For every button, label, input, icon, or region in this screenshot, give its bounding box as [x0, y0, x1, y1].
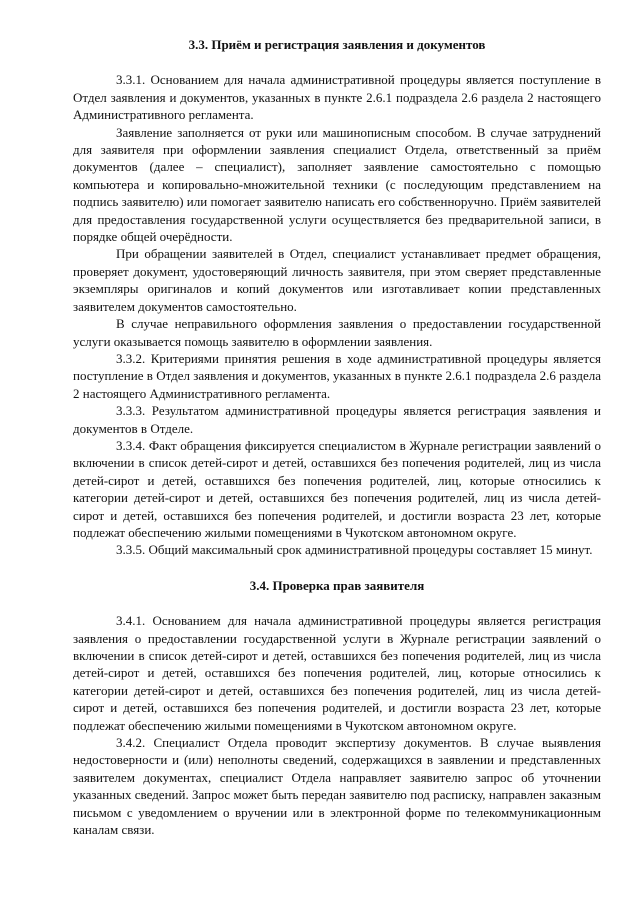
paragraph-3-4-1: 3.4.1. Основанием для начала административной процедуры является регистрация заявления о предоставлении государственной услуги в Журнале регистрации заявлений о включении в список детей-сирот и детей, оставшихся без попечения родителей, лиц из числа детей-сирот и детей, оставшихся без попечения родителей, лиц, которые относились к категории детей-сирот и детей, оставшихся без попечения родителей, лиц из числа детей-сирот и детей, оставшихся без попечения родителей, и достигли возраста 23 лет, которые подлежат обеспечению жилыми помещениями в Чукотском автономном округе. [73, 613, 601, 733]
paragraph-applicant-reception: При обращении заявителей в Отдел, специалист устанавливает предмет обращения, проверяет документ, удостоверяющий личность заявителя, при этом сверяет представленные экземпляры оригиналов и копий документов или изготавливает копии представленных заявителем документов самостоятельно. [73, 246, 601, 314]
paragraph-3-4-2: 3.4.2. Специалист Отдела проводит экспертизу документов. В случае выявления недостоверности и (или) неполноты сведений, содержащихся в заявлении и представленных заявителем документах, специалист Отдела направляет заявителю запрос об уточнении указанных сведений. Запрос может быть передан заявителю под расписку, направлен заказным письмом с уведомлением о вручении или в электронной форме по телекоммуникационным каналам связи. [73, 735, 601, 838]
section-heading-3-3: 3.3. Приём и регистрация заявления и документов [188, 37, 486, 52]
paragraph-application-filling: Заявление заполняется от руки или машинописным способом. В случае затруднений для заявителя при оформлении заявления специалист Отдела, ответственный за приём документов (далее – специалист), заполняет заявление самостоятельно с помощью компьютера и копировально-множительной техники (с последующим представлением на подпись заявителю) или помогает заявителю написать его собственноручно. Приём заявителей для предоставления государственной услуги осуществляется без предварительной записи, в порядке общей очерёдности. [73, 124, 601, 245]
paragraph-incorrect-application: В случае неправильного оформления заявления о предоставлении государственной услуги оказывается помощь заявителю в оформлении заявления. [73, 316, 601, 349]
paragraph-3-3-2: 3.3.2. Критериями принятия решения в ходе административной процедуры является поступление в Отдел заявления и документов, указанных в пункте 2.6.1 подраздела 2.6 раздела 2 настоящего Административного регламента. [73, 350, 601, 401]
paragraph-3-3-5: 3.3.5. Общий максимальный срок административной процедуры составляет 15 минут. [116, 542, 593, 558]
document-page [73, 36, 601, 838]
paragraph-3-3-3: 3.3.3. Результатом административной процедуры является регистрация заявления и документов в Отделе. [73, 403, 601, 436]
paragraph-3-3-1: 3.3.1. Основанием для начала административной процедуры является поступление в Отдел заявления и документов, указанных в пункте 2.6.1 подраздела 2.6 раздела 2 настоящего Административного регламента. [73, 72, 601, 123]
section-heading-3-4: 3.4. Проверка прав заявителя [249, 577, 425, 593]
paragraph-3-3-4: 3.3.4. Факт обращения фиксируется специалистом в Журнале регистрации заявлений о включении в список детей-сирот и детей, оставшихся без попечения родителей, лиц из числа детей-сирот и детей, оставшихся без попечения родителей, лиц, которые относились к категории детей-сирот и детей, оставшихся без попечения родителей, лиц из числа детей-сирот и детей, оставшихся без попечения родителей, и достигли возраста 23 лет, которые подлежат обеспечению жилыми помещениями в Чукотском автономном округе. [73, 437, 601, 540]
